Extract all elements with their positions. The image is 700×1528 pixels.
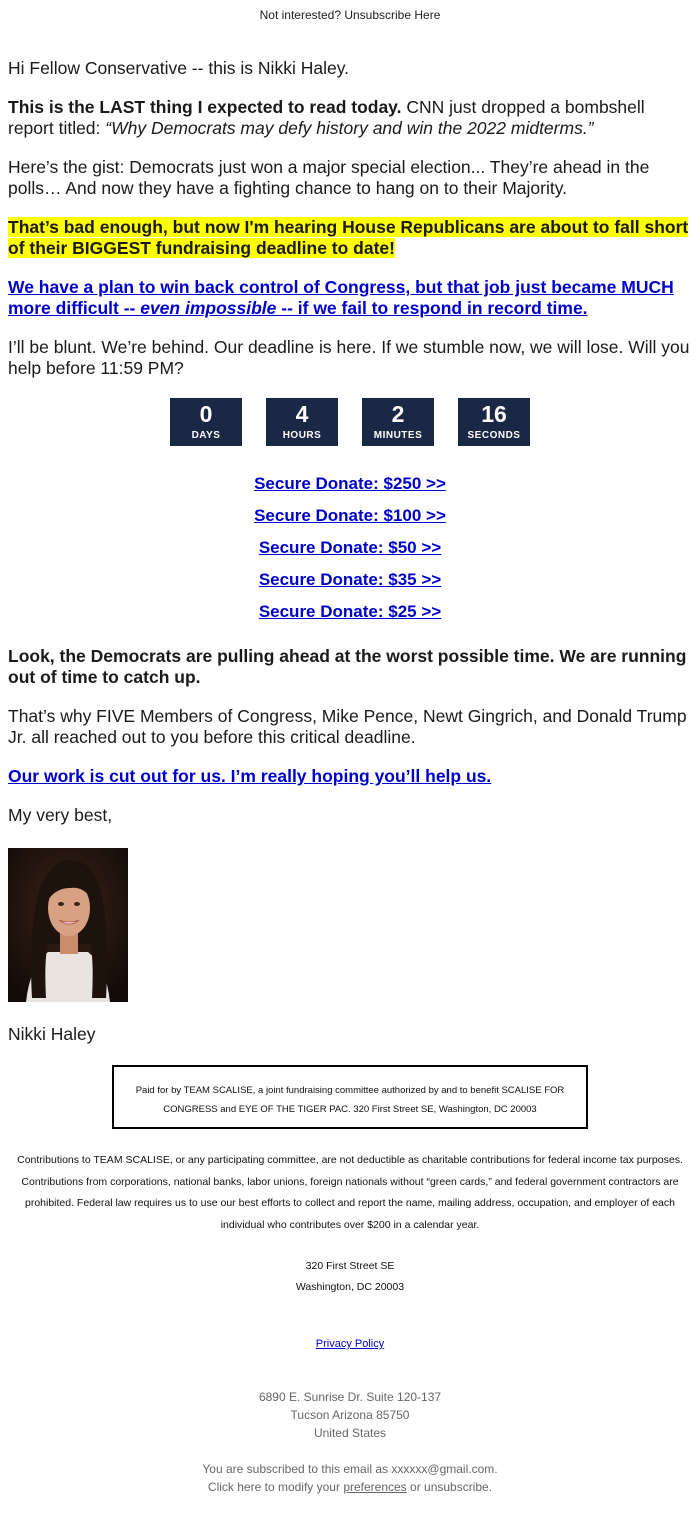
countdown-minutes-value: 2 [391, 401, 405, 427]
nikki-haley-photo [8, 848, 128, 1002]
highlight-paragraph [8, 217, 692, 259]
committee-address [0, 1256, 700, 1298]
donate-50-link[interactable]: Secure Donate: $50 >> [258, 538, 442, 557]
paid-for-disclaimer-box: Paid for by TEAM SCALISE, a joint fundraising committee authorized by and to benefit SCALISE FOR CONGRESS and EYE OF THE TIGER PAC. 320 First Street SE, Washington, DC 20003 [112, 1065, 588, 1129]
countdown-hours [266, 398, 338, 446]
modify-preferences-line [0, 1478, 700, 1496]
cnn-text: CNN just dropped a bombshell report titled: [8, 97, 645, 138]
closing: My very best, [8, 805, 113, 825]
modify-text-a: Click here to modify your [207, 1480, 344, 1494]
preferences-link[interactable]: preferences [343, 1480, 407, 1494]
donate-25-link[interactable]: Secure Donate: $25 >> [258, 602, 442, 621]
paragraph-pulling-ahead: Look, the Democrats are pulling ahead at the worst possible time. We are running out of time to catch up. [8, 646, 687, 687]
countdown-days-label: DAYS [191, 430, 221, 441]
donate-250-link[interactable]: Secure Donate: $250 >> [254, 474, 446, 493]
sender-address-line2: Tucson Arizona 85750 [290, 1408, 410, 1422]
countdown-timer [8, 398, 692, 446]
donate-links [8, 473, 692, 633]
donate-35-link[interactable]: Secure Donate: $35 >> [258, 570, 442, 589]
modify-text-b: or unsubscribe. [406, 1480, 493, 1494]
countdown-days-value: 0 [199, 401, 213, 427]
paragraph-deadline: I’ll be blunt. We’re behind. Our deadline is here. If we stumble now, we will lose. Will you help before 11:59 PM? [8, 337, 690, 378]
committee-address-city: Washington, DC 20003 [295, 1281, 405, 1293]
privacy-policy-link[interactable]: Privacy Policy [315, 1338, 385, 1350]
paragraph-cnn [8, 97, 692, 139]
plan-link-text-c: -- if we fail to respond in record time. [276, 298, 588, 318]
countdown-hours-label: HOURS [282, 430, 322, 441]
cnn-quote: “Why Democrats may defy history and win the 2022 midterms.” [105, 118, 594, 138]
unsubscribe-link[interactable]: Not interested? Unsubscribe Here [259, 8, 441, 22]
countdown-days [170, 398, 242, 446]
plan-link-text-a: We have a plan to win back control of Congress, but that job just became MUCH more difficult -- [8, 277, 674, 318]
help-link[interactable]: Our work is cut out for us. I’m really hoping you’ll help us. [8, 766, 492, 786]
plan-link-paragraph [8, 277, 692, 319]
signature: Nikki Haley [8, 1024, 96, 1044]
privacy-policy [0, 1338, 700, 1350]
sender-address-line1: 6890 E. Sunrise Dr. Suite 120-137 [258, 1390, 442, 1404]
countdown-seconds [458, 398, 530, 446]
highlight-text-c: fundraising deadline to date! [150, 238, 395, 258]
lead-bold: This is the LAST thing I expected to read today. [8, 97, 402, 117]
paragraph-gist: Here’s the gist: Democrats just won a major special election... They’re ahead in the polls… And now they have a fighting chance to hang on to their Majority. [8, 157, 650, 198]
plan-link-text-b: even impossible [140, 298, 277, 318]
committee-address-street: 320 First Street SE [305, 1260, 395, 1272]
countdown-minutes [362, 398, 434, 446]
subscription-info [0, 1460, 700, 1496]
sender-address-line3: United States [313, 1426, 387, 1440]
plan-link[interactable] [8, 277, 674, 318]
countdown-hours-value: 4 [295, 401, 309, 427]
subscribed-email-text: You are subscribed to this email as xxxxxx@gmail.com. [202, 1462, 498, 1476]
help-link-paragraph [8, 766, 692, 787]
countdown-seconds-value: 16 [481, 401, 507, 427]
countdown-minutes-label: MINUTES [373, 430, 423, 441]
email-body [0, 58, 700, 1045]
paragraph-five-members: That’s why FIVE Members of Congress, Mike Pence, Newt Gingrich, and Donald Trump Jr. all reached out to you before this critical deadline. [8, 706, 687, 747]
contribution-disclaimer: Contributions to TEAM SCALISE, or any participating committee, are not deductible as charitable contributions for federal income tax purposes. Contributions from corporations, national banks, labor unions, foreign nationals without “green cards,” and federal government contractors are prohibited. Federal law requires us to use our best efforts to collect and report the name, mailing address, occupation, and employer of each individual who contributes over $200 in a calendar year. [17, 1154, 683, 1231]
sender-address [0, 1388, 700, 1442]
donate-100-link[interactable]: Secure Donate: $100 >> [254, 506, 446, 525]
countdown-seconds-label: SECONDS [467, 430, 521, 441]
greeting: Hi Fellow Conservative -- this is Nikki Haley. [8, 58, 350, 78]
highlight-text-a: That’s bad enough, but now I'm hearing House Republicans are about to fall short of their [8, 217, 689, 258]
highlight-text-b: BIGGEST [72, 238, 151, 258]
